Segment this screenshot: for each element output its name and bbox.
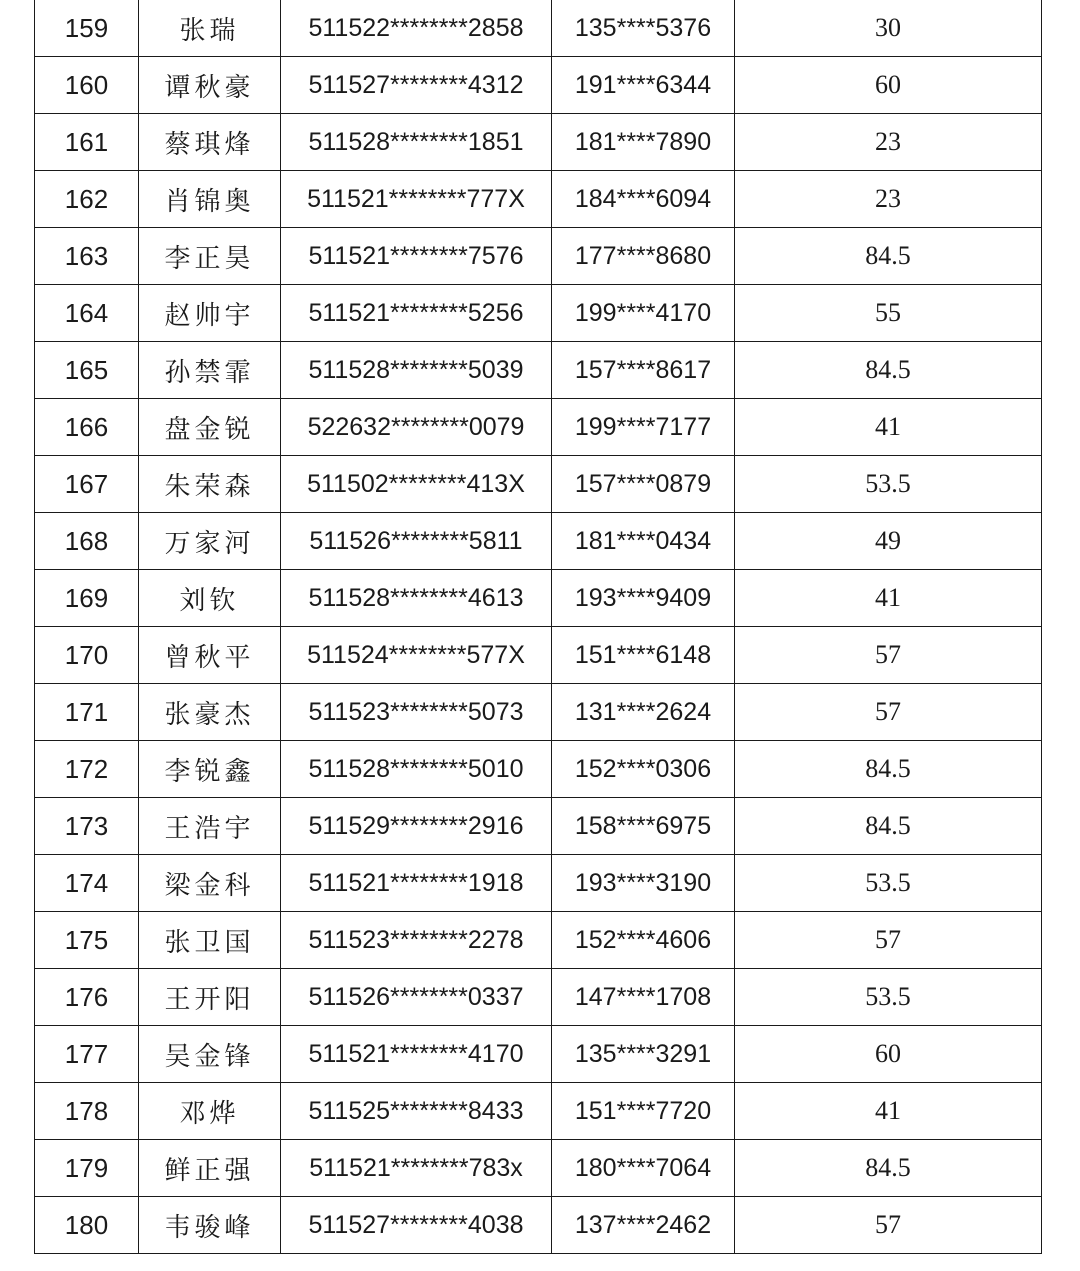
phone-number-cell: 193****9409 [552,570,735,627]
row-number-cell: 160 [35,57,139,114]
row-number-cell: 171 [35,684,139,741]
person-name-cell: 张瑞 [139,0,281,57]
person-name-cell: 谭秋豪 [139,57,281,114]
score-cell: 57 [735,1197,1042,1254]
id-number-cell: 511521********1918 [281,855,552,912]
row-number-cell: 176 [35,969,139,1026]
id-number-cell: 511521********783x [281,1140,552,1197]
phone-number-cell: 184****6094 [552,171,735,228]
table-row [35,114,1042,171]
table-row [35,798,1042,855]
table-row [35,912,1042,969]
table-row [35,1197,1042,1254]
id-number-cell: 511525********8433 [281,1083,552,1140]
row-number-cell: 178 [35,1083,139,1140]
roster-sheet [34,0,1042,1254]
roster-table [34,0,1042,1254]
id-number-cell: 511521********777X [281,171,552,228]
phone-number-cell: 191****6344 [552,57,735,114]
phone-number-cell: 181****0434 [552,513,735,570]
table-row [35,513,1042,570]
row-number-cell: 170 [35,627,139,684]
id-number-cell: 511524********577X [281,627,552,684]
person-name-cell: 蔡琪烽 [139,114,281,171]
id-number-cell: 511522********2858 [281,0,552,57]
row-number-cell: 179 [35,1140,139,1197]
phone-number-cell: 147****1708 [552,969,735,1026]
score-cell: 60 [735,1026,1042,1083]
row-number-cell: 175 [35,912,139,969]
score-cell: 55 [735,285,1042,342]
table-row [35,285,1042,342]
table-row [35,741,1042,798]
row-number-cell: 164 [35,285,139,342]
score-cell: 53.5 [735,855,1042,912]
phone-number-cell: 131****2624 [552,684,735,741]
table-row [35,627,1042,684]
score-cell: 23 [735,114,1042,171]
table-row [35,171,1042,228]
table-row [35,1140,1042,1197]
score-cell: 53.5 [735,969,1042,1026]
person-name-cell: 李锐鑫 [139,741,281,798]
row-number-cell: 163 [35,228,139,285]
id-number-cell: 511527********4038 [281,1197,552,1254]
score-cell: 84.5 [735,798,1042,855]
row-number-cell: 165 [35,342,139,399]
phone-number-cell: 137****2462 [552,1197,735,1254]
phone-number-cell: 199****4170 [552,285,735,342]
id-number-cell: 522632********0079 [281,399,552,456]
table-row [35,456,1042,513]
score-cell: 30 [735,0,1042,57]
phone-number-cell: 199****7177 [552,399,735,456]
row-number-cell: 168 [35,513,139,570]
person-name-cell: 梁金科 [139,855,281,912]
person-name-cell: 鲜正强 [139,1140,281,1197]
phone-number-cell: 152****0306 [552,741,735,798]
person-name-cell: 邓烨 [139,1083,281,1140]
person-name-cell: 盘金锐 [139,399,281,456]
score-cell: 23 [735,171,1042,228]
row-number-cell: 180 [35,1197,139,1254]
table-row [35,342,1042,399]
score-cell: 57 [735,912,1042,969]
person-name-cell: 张卫国 [139,912,281,969]
id-number-cell: 511526********5811 [281,513,552,570]
score-cell: 57 [735,684,1042,741]
score-cell: 49 [735,513,1042,570]
phone-number-cell: 177****8680 [552,228,735,285]
score-cell: 84.5 [735,741,1042,798]
person-name-cell: 万家河 [139,513,281,570]
table-row [35,855,1042,912]
table-row [35,969,1042,1026]
person-name-cell: 刘钦 [139,570,281,627]
phone-number-cell: 181****7890 [552,114,735,171]
score-cell: 84.5 [735,1140,1042,1197]
person-name-cell: 曾秋平 [139,627,281,684]
table-row [35,684,1042,741]
phone-number-cell: 152****4606 [552,912,735,969]
row-number-cell: 172 [35,741,139,798]
id-number-cell: 511529********2916 [281,798,552,855]
row-number-cell: 167 [35,456,139,513]
id-number-cell: 511521********5256 [281,285,552,342]
row-number-cell: 169 [35,570,139,627]
phone-number-cell: 151****6148 [552,627,735,684]
row-number-cell: 162 [35,171,139,228]
phone-number-cell: 193****3190 [552,855,735,912]
id-number-cell: 511523********5073 [281,684,552,741]
score-cell: 53.5 [735,456,1042,513]
score-cell: 41 [735,570,1042,627]
person-name-cell: 肖锦奥 [139,171,281,228]
score-cell: 41 [735,1083,1042,1140]
phone-number-cell: 151****7720 [552,1083,735,1140]
score-cell: 84.5 [735,228,1042,285]
phone-number-cell: 180****7064 [552,1140,735,1197]
score-cell: 60 [735,57,1042,114]
table-row [35,570,1042,627]
row-number-cell: 173 [35,798,139,855]
person-name-cell: 吴金锋 [139,1026,281,1083]
roster-table-body [35,0,1042,1254]
person-name-cell: 王浩宇 [139,798,281,855]
table-row [35,57,1042,114]
person-name-cell: 韦骏峰 [139,1197,281,1254]
id-number-cell: 511528********5039 [281,342,552,399]
phone-number-cell: 135****3291 [552,1026,735,1083]
person-name-cell: 朱荣森 [139,456,281,513]
id-number-cell: 511528********4613 [281,570,552,627]
score-cell: 41 [735,399,1042,456]
id-number-cell: 511521********4170 [281,1026,552,1083]
id-number-cell: 511502********413X [281,456,552,513]
table-row [35,399,1042,456]
table-row [35,228,1042,285]
id-number-cell: 511528********5010 [281,741,552,798]
id-number-cell: 511527********4312 [281,57,552,114]
person-name-cell: 孙禁霏 [139,342,281,399]
row-number-cell: 161 [35,114,139,171]
table-row [35,0,1042,57]
id-number-cell: 511528********1851 [281,114,552,171]
row-number-cell: 174 [35,855,139,912]
table-row [35,1026,1042,1083]
row-number-cell: 159 [35,0,139,57]
id-number-cell: 511523********2278 [281,912,552,969]
id-number-cell: 511526********0337 [281,969,552,1026]
score-cell: 84.5 [735,342,1042,399]
row-number-cell: 166 [35,399,139,456]
score-cell: 57 [735,627,1042,684]
phone-number-cell: 157****8617 [552,342,735,399]
person-name-cell: 赵帅宇 [139,285,281,342]
row-number-cell: 177 [35,1026,139,1083]
table-row [35,1083,1042,1140]
phone-number-cell: 135****5376 [552,0,735,57]
person-name-cell: 王开阳 [139,969,281,1026]
person-name-cell: 李正昊 [139,228,281,285]
phone-number-cell: 158****6975 [552,798,735,855]
person-name-cell: 张豪杰 [139,684,281,741]
phone-number-cell: 157****0879 [552,456,735,513]
id-number-cell: 511521********7576 [281,228,552,285]
